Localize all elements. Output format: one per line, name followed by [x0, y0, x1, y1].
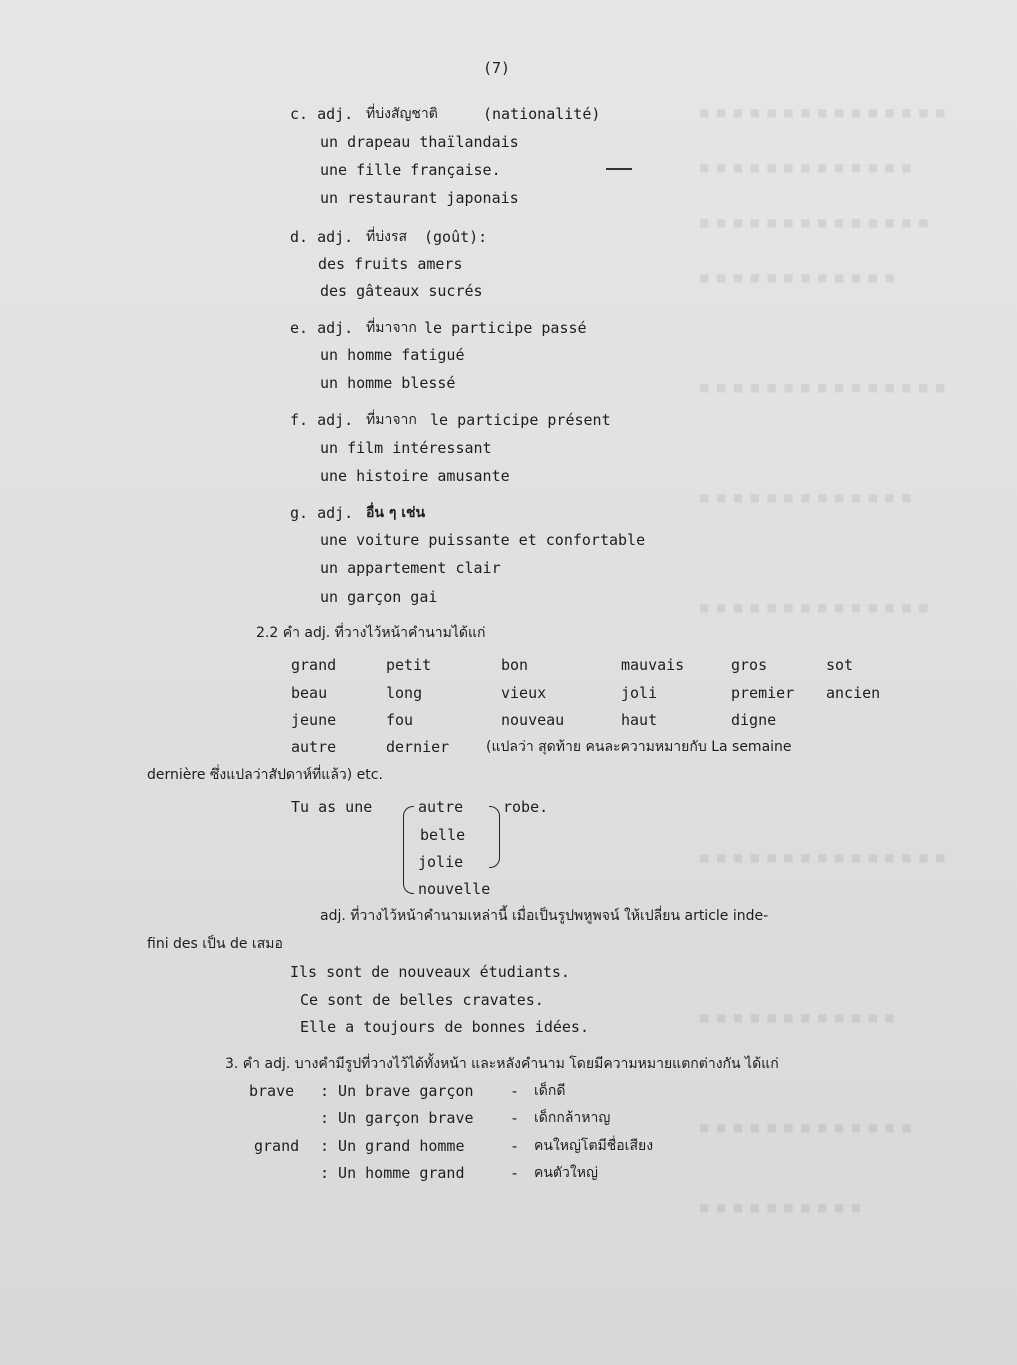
section-e-prefix: e. adj. — [290, 319, 354, 337]
section-e-note: le participe passé — [424, 319, 587, 337]
example-line: une fille française. — [320, 161, 501, 179]
page-number: (7) — [483, 59, 511, 77]
adjective-word: petit — [386, 656, 432, 674]
section-f-prefix: f. adj. — [290, 411, 354, 429]
stray-mark — [606, 168, 632, 170]
example-line: une voiture puissante et confortable — [320, 531, 646, 549]
adjective-word: ancien — [826, 684, 881, 702]
rule-line: adj. ที่วางไว้หน้าคำนามเหล่านี้ เมื่อเป็นรูปพหูพจน์ ให้เปลี่ยน article inde- — [320, 908, 769, 924]
example-suffix: robe. — [503, 798, 549, 816]
section-g-thai: อื่น ๆ เช่น — [366, 505, 426, 521]
example-line: Ce sont de belles cravates. — [300, 991, 544, 1009]
example-line: un homme fatigué — [320, 346, 465, 364]
adjective-word: joli — [621, 684, 658, 702]
adjective-word: digne — [731, 711, 777, 729]
option-word: autre — [418, 798, 464, 816]
example-line: une histoire amusante — [320, 467, 510, 485]
section-c-note: (nationalité) — [483, 105, 601, 123]
contrast-meaning: เด็กกล้าหาญ — [534, 1110, 611, 1126]
contrast-phrase: : Un homme grand — [320, 1164, 465, 1182]
adjective-word: dernier — [386, 738, 450, 756]
option-word: belle — [420, 826, 466, 844]
contrast-dash: - — [510, 1164, 520, 1182]
contrast-phrase: : Un garçon brave — [320, 1109, 474, 1127]
adjective-word: nouveau — [501, 711, 565, 729]
contrast-meaning: คนตัวใหญ่ — [534, 1165, 598, 1181]
contrast-dash: - — [510, 1082, 520, 1100]
left-brace — [403, 806, 414, 894]
example-line: un homme blessé — [320, 374, 456, 392]
adjective-word: haut — [621, 711, 658, 729]
example-line: Elle a toujours de bonnes idées. — [300, 1018, 589, 1036]
adjective-word: mauvais — [621, 656, 685, 674]
contrast-dash: - — [510, 1109, 520, 1127]
meaning-note: (แปลว่า สุดท้าย คนละความหมายกับ La semaine — [486, 739, 792, 755]
section-c-thai: ที่บ่งสัญชาติ — [366, 106, 438, 122]
option-word: jolie — [418, 853, 464, 871]
contrast-phrase: : Un grand homme — [320, 1137, 465, 1155]
example-line: un restaurant japonais — [320, 189, 519, 207]
adjective-word: jeune — [291, 711, 337, 729]
example-line: des gâteaux sucrés — [320, 282, 483, 300]
example-line: un garçon gai — [320, 588, 438, 606]
section-e-thai: ที่มาจาก — [366, 320, 417, 336]
section-d-prefix: d. adj. — [290, 228, 354, 246]
adjective-word: fou — [386, 711, 414, 729]
adjective-word: bon — [501, 656, 529, 674]
adjective-word: sot — [826, 656, 854, 674]
right-brace — [489, 806, 500, 868]
section-2-2-heading: 2.2 คำ adj. ที่วางไว้หน้าคำนามได้แก่ — [256, 625, 486, 641]
adjective-word: autre — [291, 738, 337, 756]
meaning-note-continued: dernière ซึ่งแปลว่าสัปดาห์ที่แล้ว) etc. — [147, 767, 383, 783]
contrast-word: brave — [249, 1082, 295, 1100]
section-d-note: (goût): — [424, 228, 488, 246]
section-g-prefix: g. adj. — [290, 504, 354, 522]
rule-line: fini des เป็น de เสมอ — [147, 936, 283, 952]
adjective-word: premier — [731, 684, 795, 702]
contrast-meaning: คนใหญ่โตมีชื่อเสียง — [534, 1138, 654, 1154]
example-prefix: Tu as une — [291, 798, 373, 816]
example-line: un appartement clair — [320, 559, 501, 577]
section-f-thai: ที่มาจาก — [366, 412, 417, 428]
example-line: Ils sont de nouveaux étudiants. — [290, 963, 570, 981]
example-line: des fruits amers — [318, 255, 463, 273]
adjective-word: vieux — [501, 684, 547, 702]
section-3-heading: 3. คำ adj. บางคำมีรูปที่วางไว้ได้ทั้งหน้า และหลังคำนาม โดยมีความหมายแตกต่างกัน ได้แก่ — [225, 1056, 779, 1072]
section-d-thai: ที่บ่งรส — [366, 229, 408, 245]
example-line: un film intéressant — [320, 439, 492, 457]
section-f-note: le participe présent — [430, 411, 611, 429]
adjective-word: grand — [291, 656, 337, 674]
contrast-dash: - — [510, 1137, 520, 1155]
example-line: un drapeau thaïlandais — [320, 133, 519, 151]
adjective-word: gros — [731, 656, 768, 674]
contrast-meaning: เด็กดี — [534, 1083, 566, 1099]
contrast-phrase: : Un brave garçon — [320, 1082, 474, 1100]
contrast-word: grand — [254, 1137, 300, 1155]
section-c-prefix: c. adj. — [290, 105, 354, 123]
option-word: nouvelle — [418, 880, 491, 898]
adjective-word: beau — [291, 684, 328, 702]
document-page: ■ ■ ■ ■ ■ ■ ■ ■ ■ ■ ■ ■ ■ ■ ■ ■ ■ ■ ■ ■ ■ ■ ■ ■ ■ ■ ■ ■ ■ ■ ■ ■ ■ ■ ■ ■ ■ ■ ■ ■ ■ ■ ■ ■ ■ ■ ■ ■ ■ ■ ■ ■ ■ ■ ■ ■ ■ ■ ■ ■ ■ ■ ■ ■ ■ ■ ■ ■ ■ ■ ■ ■ ■ ■ ■ ■ ■ ■ ■ ■ ■ ■ ■ ■ ■ ■ ■ ■ ■ ■ ■ ■ ■ ■ ■ ■ ■ ■ ■ ■ ■ ■ ■ ■ ■ ■ ■ ■ ■ ■ ■ ■ ■ ■ ■ ■ ■ ■ ■ ■ ■ ■ ■ ■ ■ ■ ■ ■ ■ ■ ■ ■ ■ ■ ■ ■ ■ ■ ■ ■ ■ ■ ■ ■ ■ ■ (7) c. adj. ที่บ่งสัญชาติ (nationalité) un drapeau thaïlandais une fille française. un restaurant japonais d. adj. ที่บ่งรส (goût): des fruits amers des gâteaux sucrés e. adj. ที่มาจาก le participe passé un homme fatigué un homme blessé f. adj. ที่มาจาก le participe présent un film intéressant une histoire amusante g. adj. อื่น ๆ เช่น une voiture puissante et confortable un appartement clair un garçon gai 2.2 คำ adj. ที่วางไว้หน้าคำนามได้แก่ grand petit bon mauvais gros sot beau long vieux joli premier ancien jeune fou nouveau haut digne autre dernier (แปลว่า สุดท้าย คนละความหมายกับ La semaine dernière ซึ่งแปลว่าสัปดาห์ที่แล้ว) etc. Tu as une autre belle jolie nouvelle robe. adj. ที่วางไว้หน้าคำนามเหล่านี้ เมื่อเป็นรูปพหูพจน์ ให้เปลี่ยน article inde- fini des เป็น de เสมอ Ils sont de nouveaux étudiants. Ce sont de belles cravates. Elle a toujours de bonnes idées. 3. คำ adj. บางคำมีรูปที่วางไว้ได้ทั้งหน้า และหลังคำนาม โดยมีความหมายแตกต่างกัน ได้แก่ brave : Un brave garçon - เด็กดี : Un garçon brave - เด็กกล้าหาญ grand : Un grand homme - คนใหญ่โตมีชื่อเสียง : Un homme grand - คนตัวใหญ่ — [0, 0, 1017, 1365]
adjective-word: long — [386, 684, 423, 702]
